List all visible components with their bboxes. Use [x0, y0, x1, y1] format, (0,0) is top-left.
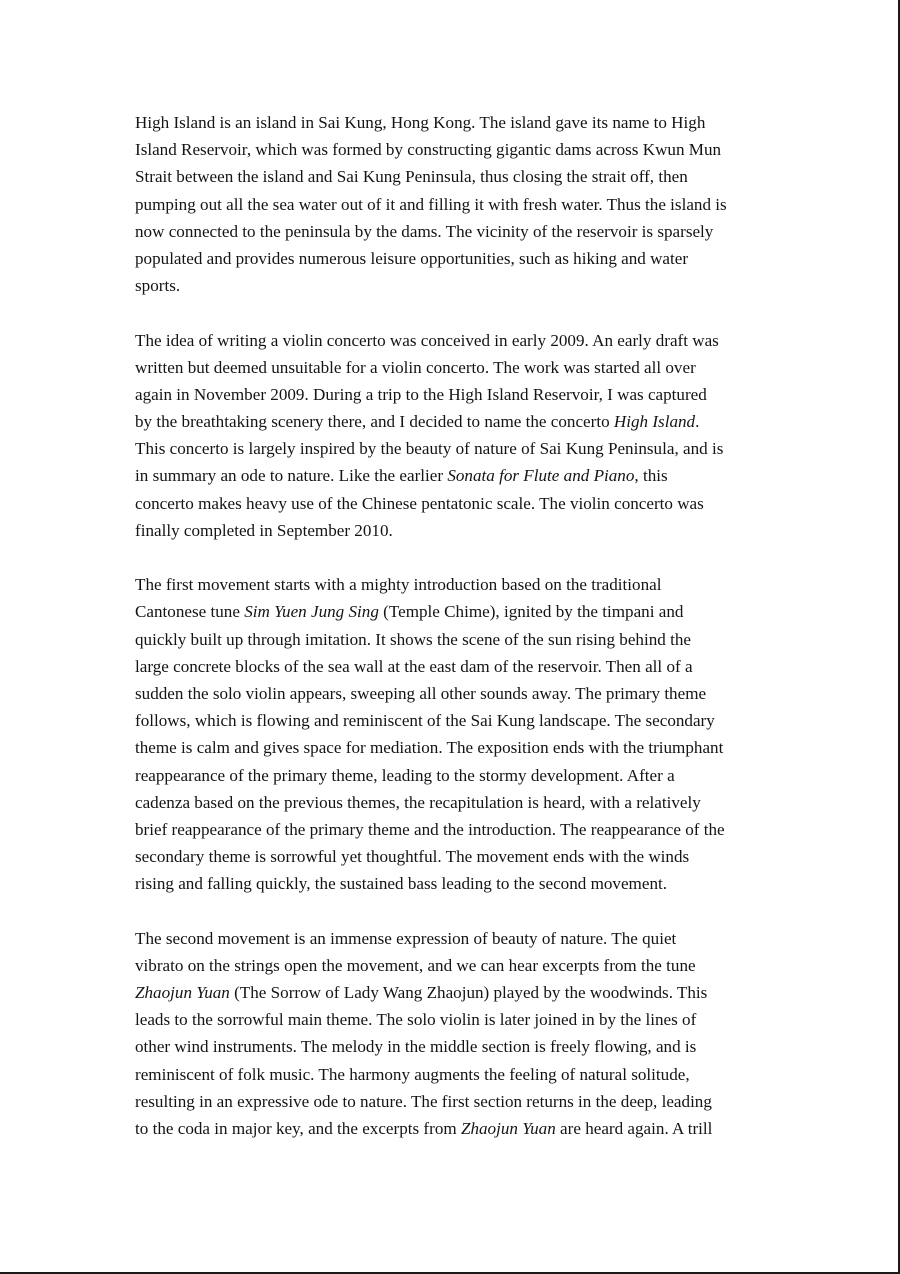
text-line	[135, 1033, 775, 1060]
text-segment: pumping out all the sea water out of it and filling it with fresh water. Thus the island is	[135, 194, 727, 214]
text-line	[135, 191, 775, 218]
text-segment: populated and provides numerous leisure opportunities, such as hiking and water	[135, 248, 689, 268]
text-segment: sports.	[135, 276, 181, 296]
text-line	[135, 354, 775, 381]
text-segment: follows, which is flowing and reminiscent of the Sai Kung landscape. The secondary	[135, 711, 715, 731]
text-line	[135, 1115, 775, 1142]
text-segment: leads to the sorrowful main theme. The solo violin is later joined in by the lines of	[135, 1010, 697, 1030]
text-segment: are heard again. A trill	[555, 1118, 713, 1138]
paragraph	[135, 925, 775, 1143]
text-segment: resulting in an expressive ode to nature. The first section returns in the deep, leading	[135, 1091, 712, 1111]
text-segment: written but deemed unsuitable for a violin concerto. The work was started all over	[135, 357, 696, 377]
text-line	[135, 1006, 775, 1033]
text-line	[135, 598, 775, 625]
text-line	[135, 517, 775, 544]
text-line	[135, 136, 775, 163]
text-line	[135, 789, 775, 816]
text-segment: concerto makes heavy use of the Chinese pentatonic scale. The violin concerto was	[135, 493, 704, 513]
paragraph	[135, 327, 775, 545]
text-segment: The first movement starts with a mighty introduction based on the traditional	[135, 575, 662, 595]
text-line	[135, 435, 775, 462]
text-line	[135, 272, 775, 299]
text-line	[135, 843, 775, 870]
text-line	[135, 707, 775, 734]
text-segment: secondary theme is sorrowful yet thoughtful. The movement ends with the winds	[135, 847, 690, 867]
text-segment: brief reappearance of the primary theme and the introduction. The reappearance of the	[135, 819, 725, 839]
text-line	[135, 979, 775, 1006]
text-segment: Island Reservoir, which was formed by constructing gigantic dams across Kwun Mun	[135, 140, 722, 160]
text-segment: quickly built up through imitation. It shows the scene of the sun rising behind the	[135, 629, 691, 649]
text-line	[135, 1088, 775, 1115]
text-segment: large concrete blocks of the sea wall at the east dam of the reservoir. Then all of a	[135, 656, 693, 676]
italic-title: Zhaojun Yuan	[135, 983, 230, 1002]
text-segment: , this	[634, 466, 668, 486]
text-segment: .	[695, 412, 700, 432]
text-line	[135, 925, 775, 952]
text-segment: sudden the solo violin appears, sweeping all other sounds away. The primary theme	[135, 683, 707, 703]
text-line	[135, 680, 775, 707]
text-segment: reappearance of the primary theme, leading to the stormy development. After a	[135, 765, 675, 785]
text-segment: in summary an ode to nature. Like the earlier	[135, 466, 448, 486]
text-line	[135, 1061, 775, 1088]
text-segment: High Island is an island in Sai Kung, Hong Kong. The island gave its name to High	[135, 113, 706, 132]
text-segment: now connected to the peninsula by the dams. The vicinity of the reservoir is sparsely	[135, 221, 714, 241]
text-segment: reminiscent of folk music. The harmony augments the feeling of natural solitude,	[135, 1064, 690, 1084]
text-segment: theme is calm and gives space for mediation. The exposition ends with the triumphant	[135, 738, 724, 758]
text-line	[135, 408, 775, 435]
text-line	[135, 218, 775, 245]
text-segment: to the coda in major key, and the excerpts from	[135, 1118, 461, 1138]
italic-title: Sim Yuen Jung Sing	[244, 602, 379, 622]
text-segment: cadenza based on the previous themes, the recapitulation is heard, with a relatively	[135, 792, 701, 812]
text-segment: vibrato on the strings open the movement, and we can hear excerpts from the tune	[135, 955, 696, 975]
text-line	[135, 626, 775, 653]
italic-title: Sonata for Flute and Piano	[447, 466, 635, 486]
text-line	[135, 462, 775, 489]
text-segment: (The Sorrow of Lady Wang Zhaojun) played by the woodwinds. This	[229, 983, 708, 1002]
text-segment: by the breathtaking scenery there, and I decided to name the concerto	[135, 412, 614, 432]
text-line	[135, 381, 775, 408]
text-line	[135, 653, 775, 680]
paragraph	[135, 571, 775, 897]
text-segment: finally completed in September 2010.	[135, 520, 393, 540]
text-line	[135, 734, 775, 761]
text-line	[135, 870, 775, 897]
text-segment: This concerto is largely inspired by the beauty of nature of Sai Kung Peninsula, and is	[135, 439, 724, 459]
text-line	[135, 816, 775, 843]
text-segment: other wind instruments. The melody in the middle section is freely flowing, and is	[135, 1037, 697, 1057]
text-segment: The second movement is an immense expression of beauty of nature. The quiet	[135, 928, 677, 948]
text-segment: (Temple Chime), ignited by the timpani and	[378, 602, 684, 622]
text-segment: The idea of writing a violin concerto was conceived in early 2009. An early draft was	[135, 330, 719, 350]
text-segment: rising and falling quickly, the sustained bass leading to the second movement.	[135, 874, 668, 894]
text-segment: Strait between the island and Sai Kung Peninsula, thus closing the strait off, then	[135, 167, 688, 187]
text-segment: again in November 2009. During a trip to the High Island Reservoir, I was captured	[135, 384, 707, 404]
paragraph	[135, 109, 775, 299]
text-line	[135, 245, 775, 272]
text-line	[135, 490, 775, 517]
text-line	[135, 762, 775, 789]
text-line	[135, 109, 775, 136]
text-line	[135, 571, 775, 598]
text-line	[135, 952, 775, 979]
document-body	[135, 109, 775, 1169]
italic-title: Zhaojun Yuan	[460, 1118, 556, 1138]
italic-title: High Island	[613, 412, 696, 432]
text-line	[135, 163, 775, 190]
text-segment: Cantonese tune	[135, 602, 245, 622]
text-line	[135, 327, 775, 354]
